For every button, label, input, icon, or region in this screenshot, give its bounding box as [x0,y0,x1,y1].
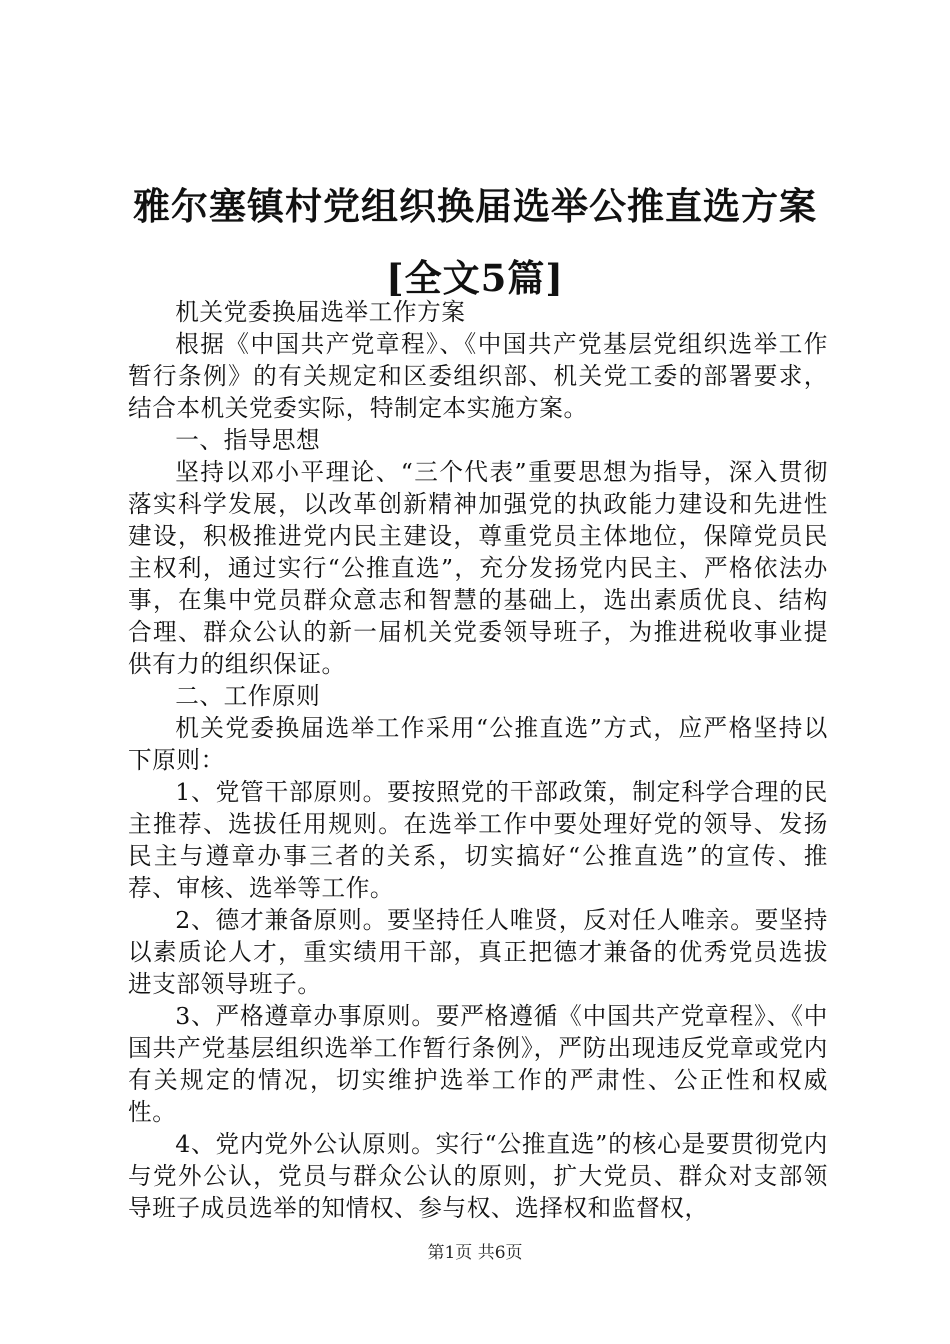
paragraph: 4、党内党外公认原则。实行“公推直选”的核心是要贯彻党内与党外公认，党员与群众公认的原则，扩大党员、群众对支部领导班子成员选举的知情权、参与权、选择权和监督权， [128,1130,828,1222]
page-indicator: 第1页 共6页 [427,1243,523,1263]
paragraph: 2、德才兼备原则。要坚持任人唯贤，反对任人唯亲。要坚持以素质论人才，重实绩用干部，真正把德才兼备的优秀党员选拔进支部领导班子。 [128,906,828,998]
paragraph: 坚持以邓小平理论、“三个代表”重要思想为指导，深入贯彻落实科学发展，以改革创新精神加强党的执政能力建设和先进性建设，积极推进党内民主建设，尊重党员主体地位，保障党员民主权利，通过实行“公推直选”，充分发扬党内民主、严格依法办事，在集中党员群众意志和智慧的基础上，选出素质优良、结构合理、群众公认的新一届机关党委领导班子，为推进税收事业提供有力的组织保证。 [128,458,828,678]
paragraph: 机关党委换届选举工作方案 [175,298,466,326]
section-heading: 二、工作原则 [175,682,321,710]
document-title: 雅尔塞镇村党组织换届选举公推直选方案[全文5篇] [133,184,817,300]
section-heading: 一、指导思想 [175,426,321,454]
paragraph: 3、严格遵章办事原则。要严格遵循《中国共产党章程》、《中国共产党基层组织选举工作暂行条例》，严防出现违反党章或党内有关规定的情况，切实维护选举工作的严肃性、公正性和权威性。 [128,1002,828,1126]
paragraph: 机关党委换届选举工作采用“公推直选”方式，应严格坚持以下原则： [128,714,828,774]
paragraph: 根据《中国共产党章程》、《中国共产党基层党组织选举工作暂行条例》的有关规定和区委组织部、机关党工委的部署要求，结合本机关党委实际，特制定本实施方案。 [128,330,828,422]
document-body [128,296,828,1224]
paragraph: 1、党管干部原则。要按照党的干部政策，制定科学合理的民主推荐、选拔任用规则。在选举工作中要处理好党的领导、发扬民主与遵章办事三者的关系，切实搞好“公推直选”的宣传、推荐、审核、选举等工作。 [128,778,828,902]
